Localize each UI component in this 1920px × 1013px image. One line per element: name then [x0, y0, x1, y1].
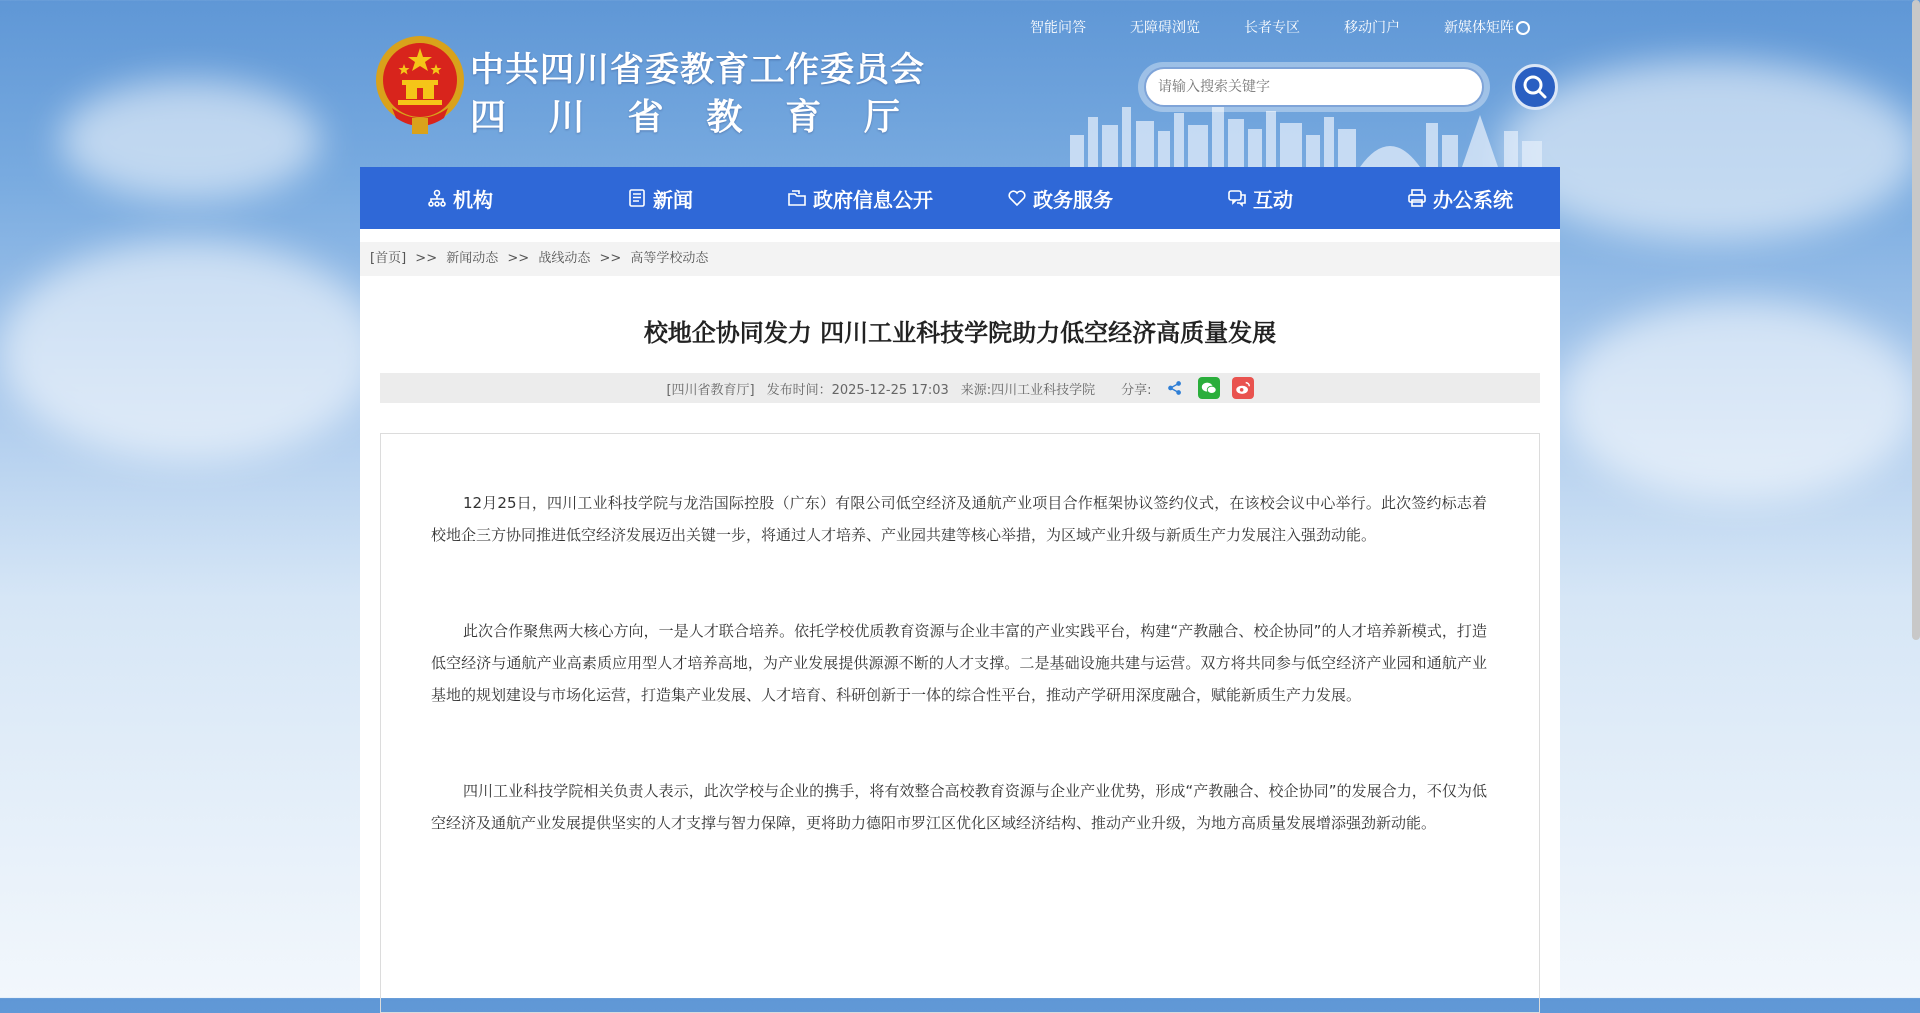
top-links-bar [1030, 17, 1530, 37]
article-body [380, 433, 1540, 1013]
site-subtitle-char: 省 [627, 97, 664, 138]
breadcrumb [360, 242, 1560, 276]
top-link-new-media-label: 新媒体矩阵 [1444, 20, 1514, 36]
search-input[interactable] [1144, 67, 1484, 107]
breadcrumb-higher-ed[interactable]: 高等学校动态 [630, 251, 709, 266]
site-subtitle-char: 厅 [863, 97, 900, 138]
breadcrumb-separator: >> [599, 251, 622, 266]
top-link-smart-qa[interactable]: 智能问答 [1030, 20, 1086, 36]
nav-item-interaction[interactable] [1160, 167, 1360, 229]
page-container [360, 0, 1560, 998]
article-meta-bar [380, 373, 1540, 403]
heart-hand-icon [1007, 188, 1027, 208]
cloud-decoration [1500, 60, 1920, 240]
top-link-mobile[interactable]: 移动门户 [1344, 20, 1400, 36]
breadcrumb-home[interactable]: [首页] [370, 251, 407, 266]
nav-label: 新闻 [653, 187, 693, 212]
share-label: 分享: [1121, 382, 1152, 398]
printer-icon [1407, 188, 1427, 208]
site-title: 中共四川省委教育工作委员会 [470, 50, 925, 90]
top-link-new-media[interactable] [1444, 17, 1530, 37]
breadcrumb-separator: >> [415, 251, 438, 266]
top-link-accessibility[interactable]: 无障碍浏览 [1130, 20, 1200, 36]
nav-label: 办公系统 [1433, 187, 1513, 212]
article-paragraph: 此次合作聚焦两大核心方向，一是人才联合培养。依托学校优质教育资源与企业丰富的产业实践平台，构建“产教融合、校企协同”的人才培养新模式，打造低空经济与通航产业高素质应用型人才培养高地，为产业发展提供源源不断的人才支撑。二是基础设施共建与运营。双方将共同参与低空经济产业园和通航产业基地的规划建设与市场化运营，打造集产业发展、人才培育、科研创新于一体的综合性平台，推动产学研用深度融合，赋能新质生产力发展。 [431, 622, 1487, 704]
breadcrumb-separator: >> [507, 251, 530, 266]
national-emblem-icon [374, 34, 466, 136]
share-icon[interactable] [1164, 377, 1186, 399]
search-button[interactable] [1512, 64, 1558, 110]
wechat-icon[interactable] [1198, 377, 1220, 399]
site-subtitle-char: 育 [785, 97, 822, 138]
article-title: 校地企协同发力 四川工业科技学院助力低空经济高质量发展 [643, 319, 1277, 347]
main-nav [360, 167, 1560, 229]
breadcrumb-news[interactable]: 新闻动态 [446, 251, 499, 266]
nav-label: 机构 [453, 187, 493, 212]
nav-label: 互动 [1253, 187, 1293, 212]
cloud-decoration [0, 240, 380, 460]
site-subtitle-char: 教 [706, 97, 743, 138]
nav-item-gov-info[interactable] [760, 167, 960, 229]
weibo-icon[interactable] [1232, 377, 1254, 399]
search-box [1138, 62, 1490, 112]
top-link-elderly[interactable]: 长者专区 [1244, 20, 1300, 36]
site-subtitle [470, 89, 900, 140]
site-subtitle-char: 四 [470, 97, 507, 138]
chat-icon [1227, 188, 1247, 208]
cloud-decoration [60, 80, 320, 200]
site-subtitle-char: 川 [548, 97, 585, 138]
nav-item-office[interactable] [1360, 167, 1560, 229]
nav-label: 政府信息公开 [813, 187, 933, 212]
cloud-decoration [1560, 300, 1920, 500]
article-paragraph: 四川工业科技学院相关负责人表示，此次学校与企业的携手，将有效整合高校教育资源与企业产业优势，形成“产教融合、校企协同”的发展合力，不仅为低空经济及通航产业发展提供坚实的人才支撑与智力保障，更将助力德阳市罗江区优化区域经济结构、推动产业升级，为地方高质量发展增添强劲新动能。 [431, 782, 1487, 832]
org-chart-icon [427, 188, 447, 208]
page-scrollbar[interactable] [1912, 0, 1920, 640]
search-icon [1515, 67, 1555, 107]
qrcode-icon [1516, 21, 1530, 35]
site-header [360, 0, 1560, 167]
breadcrumb-frontline[interactable]: 战线动态 [538, 251, 591, 266]
content-area [360, 229, 1560, 998]
meta-source-tag: [四川省教育厅] [666, 382, 755, 398]
news-icon [627, 188, 647, 208]
folder-icon [787, 188, 807, 208]
nav-item-org[interactable] [360, 167, 560, 229]
meta-publish-time: 发布时间：2025-12-25 17:03 [766, 382, 949, 398]
article-paragraph: 12月25日，四川工业科技学院与龙浩国际控股（广东）有限公司低空经济及通航产业项目合作框架协议签约仪式，在该校会议中心举行。此次签约标志着校地企三方协同推进低空经济发展迈出关键一步，将通过人才培养、产业园共建等核心举措，为区域产业升级与新质生产力发展注入强劲动能。 [431, 494, 1487, 544]
meta-origin: 来源:四川工业科技学院 [960, 382, 1096, 398]
nav-item-services[interactable] [960, 167, 1160, 229]
nav-item-news[interactable] [560, 167, 760, 229]
nav-label: 政务服务 [1033, 187, 1113, 212]
